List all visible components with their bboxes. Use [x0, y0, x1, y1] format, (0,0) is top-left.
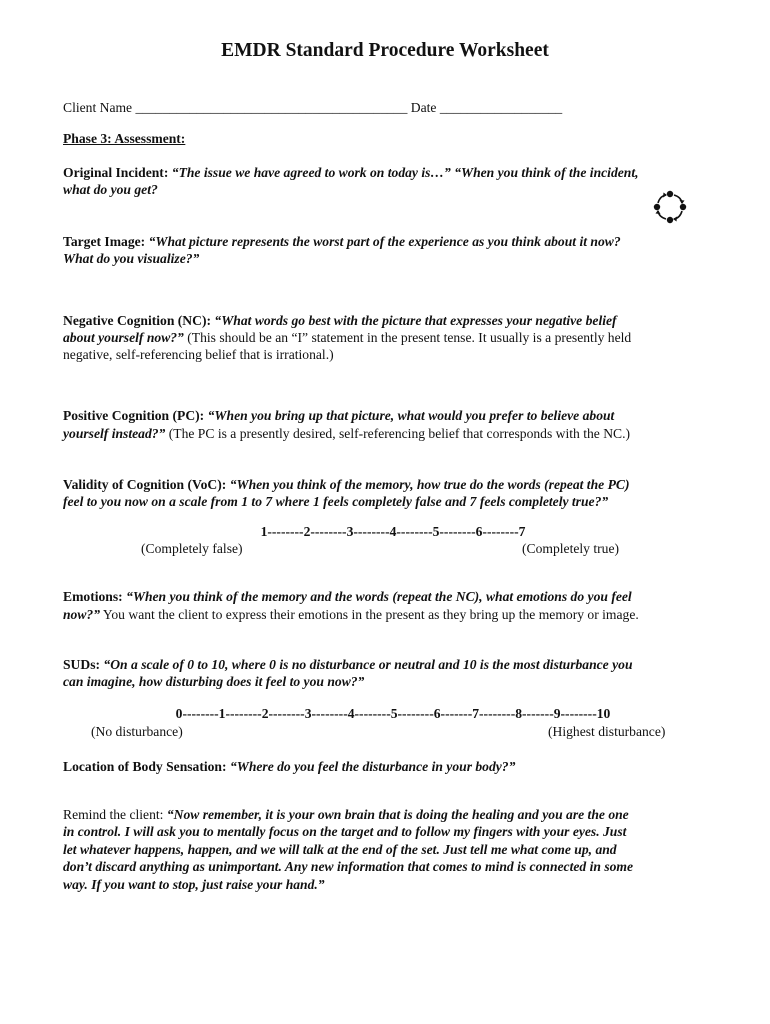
nc-note: (This should be an “I” statement in the present tense. It usually is a presently held	[183, 330, 632, 345]
suds-scale-high-label: (Highest disturbance)	[548, 724, 666, 739]
emotions-line2	[63, 606, 723, 624]
nc-line3: negative, self-referencing belief that is irrational.)	[63, 347, 334, 362]
client-date-row	[63, 99, 723, 117]
nc-question: “What words go best with the picture that expresses your negative belief	[214, 313, 617, 328]
pc-question: “When you bring up that picture, what would you prefer to believe about	[207, 408, 615, 423]
pc-label: Positive Cognition (PC):	[63, 408, 205, 423]
cycle-arrows-icon	[652, 189, 688, 225]
pc-question-end: yourself instead?”	[63, 426, 166, 441]
nc-line1	[63, 312, 723, 330]
suds-line1	[63, 656, 723, 674]
target-image-line1	[63, 233, 723, 251]
emotions-question: “When you think of the memory and the words (repeat the NC), what emotions do you feel	[126, 589, 632, 604]
suds-scale: 0--------1--------2--------3--------4--------5--------6-------7--------8-------9--------10	[175, 706, 611, 721]
original-incident-line1	[63, 164, 723, 182]
voc-line2: feel to you now on a scale from 1 to 7 where 1 feels completely false and 7 feels completely true?”	[63, 494, 609, 509]
original-incident-question: “The issue we have agreed to work on today is…” “When you think of the incident,	[171, 165, 639, 180]
nc-label: Negative Cognition (NC):	[63, 313, 211, 328]
voc-line1	[63, 476, 723, 494]
client-name-label: Client Name	[63, 100, 133, 115]
original-incident-label: Original Incident:	[63, 165, 169, 180]
remind-line5: way. If you want to stop, just raise your hand.”	[63, 877, 325, 892]
page-title: EMDR Standard Procedure Worksheet	[221, 40, 549, 61]
remind-line3: let whatever happens, happen, and we will talk at the end of the set. Just tell me what come up, and	[63, 842, 617, 857]
suds-label: SUDs:	[63, 657, 101, 672]
body-sensation-question: “Where do you feel the disturbance in your body?”	[229, 759, 516, 774]
remind-line4: don’t discard anything as unimportant. Any new information that comes to mind is connected in some	[63, 859, 634, 874]
nc-line2	[63, 329, 723, 347]
emotions-note: You want the client to express their emotions in the present as they bring up the memory or image.	[100, 607, 639, 622]
phase-heading: Phase 3: Assessment:	[63, 131, 186, 146]
voc-scale: 1--------2--------3--------4--------5--------6--------7	[260, 524, 526, 539]
suds-scale-low-label: (No disturbance)	[91, 724, 183, 739]
remind-line1	[63, 806, 723, 824]
client-name-blank: ________________________________________	[135, 100, 408, 115]
target-image-question: “What picture represents the worst part of the experience as you think about it now?	[148, 234, 621, 249]
remind-line2: in control. I will ask you to mentally focus on the target and to follow my fingers with your eyes. Just	[63, 824, 627, 839]
pc-line1	[63, 407, 723, 425]
target-image-line2: What do you visualize?”	[63, 251, 200, 266]
body-sensation-label: Location of Body Sensation:	[63, 759, 227, 774]
voc-label: Validity of Cognition (VoC):	[63, 477, 227, 492]
suds-line2: can imagine, how disturbing does it feel to you now?”	[63, 674, 365, 689]
voc-scale-low-label: (Completely false)	[141, 541, 243, 556]
date-label: Date	[410, 100, 437, 115]
target-image-label: Target Image:	[63, 234, 146, 249]
suds-question: “On a scale of 0 to 10, where 0 is no disturbance or neutral and 10 is the most disturbance you	[103, 657, 633, 672]
remind-text-1: “Now remember, it is your own brain that is doing the healing and you are the one	[166, 807, 629, 822]
date-blank: __________________	[439, 100, 563, 115]
remind-label: Remind the client:	[63, 807, 164, 822]
nc-question-end: about yourself now?”	[63, 330, 184, 345]
emotions-question-end: now?”	[63, 607, 101, 622]
pc-line2	[63, 425, 723, 443]
pc-note: (The PC is a presently desired, self-referencing belief that corresponds with the NC.)	[165, 426, 631, 441]
emotions-label: Emotions:	[63, 589, 123, 604]
original-incident-line2: what do you get?	[63, 182, 158, 197]
voc-scale-high-label: (Completely true)	[522, 541, 620, 556]
voc-question: “When you think of the memory, how true do the words (repeat the PC)	[229, 477, 630, 492]
emotions-line1	[63, 588, 723, 606]
body-sensation-line	[63, 758, 723, 776]
